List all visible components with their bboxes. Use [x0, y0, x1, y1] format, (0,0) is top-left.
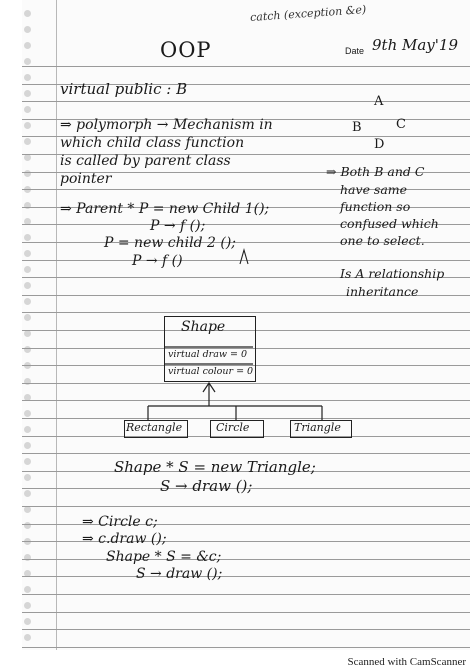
side-note-4: confused which — [340, 216, 439, 231]
bottom-code-2: S → draw (); — [160, 477, 253, 495]
isa-line-2: inheritance — [346, 284, 419, 299]
rectangle-class-label: Rectangle — [126, 421, 183, 434]
letter-c: C — [396, 117, 406, 132]
scanner-watermark: Scanned with CamScanner — [347, 656, 466, 668]
code-line-3: P = new child 2 (); — [104, 235, 237, 251]
bottom-code-5: Shape * S = &c; — [106, 549, 222, 565]
page-title: OOP — [160, 38, 212, 62]
bottom-code-1: Shape * S = new Triangle; — [114, 458, 316, 476]
code-line-4: P → f () — [132, 253, 183, 269]
side-note-3: function so — [340, 199, 411, 214]
note-virtual-public: virtual public : B — [60, 80, 188, 98]
corner-note: catch (exception &e) — [249, 2, 367, 25]
bottom-code-6: S → draw (); — [136, 566, 223, 582]
up-arrow-icon — [240, 250, 248, 264]
poly-line-4: pointer — [60, 171, 112, 187]
code-line-1: ⇒ Parent * P = new Child 1(); — [60, 201, 270, 217]
letter-d: D — [374, 137, 385, 152]
date-label: Date — [345, 46, 365, 56]
bottom-code-3: ⇒ Circle c; — [82, 514, 158, 530]
shape-method-colour: virtual colour = 0 — [168, 366, 254, 377]
triangle-class-label: Triangle — [294, 421, 341, 434]
shape-class-name: Shape — [181, 319, 226, 335]
side-note-1: ⇒ Both B and C — [326, 164, 425, 179]
shape-method-draw: virtual draw = 0 — [168, 349, 248, 360]
bottom-code-4: ⇒ c.draw (); — [82, 531, 167, 547]
circle-class-label: Circle — [216, 421, 250, 434]
letter-a: A — [374, 94, 384, 109]
code-line-2: P → f (); — [150, 218, 206, 234]
side-note-5: one to select. — [340, 233, 425, 248]
poly-line-3: is called by parent class — [60, 153, 231, 169]
poly-line-2: which child class function — [60, 135, 245, 151]
isa-line-1: Is A relationship — [340, 266, 445, 281]
date-value: 9th May'19 — [372, 36, 458, 54]
side-note-2: have same — [340, 182, 408, 197]
letter-b: B — [352, 120, 362, 135]
poly-line-1: ⇒ polymorph → Mechanism in — [60, 117, 273, 133]
